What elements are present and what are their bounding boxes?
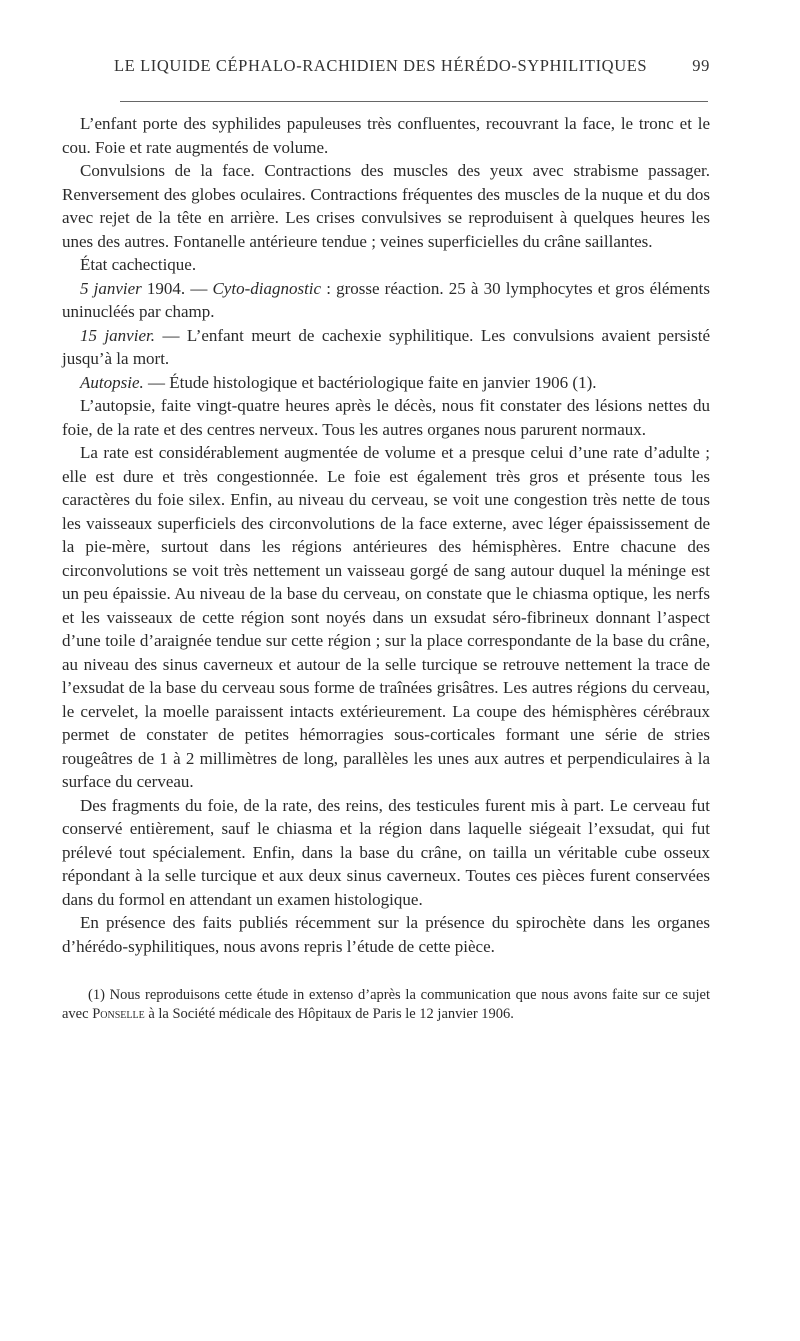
footnote-text: (1) Nous reproduisons cette étude in extenso d’après la communication que nous avons faite sur ce sujet avec xyxy=(62,987,710,1022)
paragraph: Des fragments du foie, de la rate, des reins, des testicules furent mis à part. Le cerveau fut conservé entièrement, sauf le chiasma et la région dans laquelle siégeait l’exsudat, qui fut prélevé tout spécialement. Enfin, dans la base du crâne, on tailla un véritable cube osseux répondant à la selle turcique et aux deux sinus caverneux. Toutes ces pièces furent conservées dans du formol en attendant un examen histologique. xyxy=(62,795,710,909)
book-page xyxy=(62,56,710,1023)
body-text xyxy=(62,112,710,958)
date: 5 janvier xyxy=(80,278,142,298)
running-title: LE LIQUIDE CÉPHALO-RACHIDIEN DES HÉRÉDO-SYPHILITIQUES xyxy=(114,56,648,75)
year-text: 1904. — xyxy=(141,278,213,298)
paragraph: Convulsions de la face. Contractions des muscles des yeux avec strabisme passager. Renversement des globes oculaires. Contractions fréquentes des muscles de la nuque et du dos avec rejet de la tête en arrière. Les crises convulsives se reproduisent à quelques heures les unes des autres. Fontanelle antérieure tendue ; veines superficielles du crâne saillantes. xyxy=(62,161,710,251)
paragraph xyxy=(62,324,710,371)
page-number: 99 xyxy=(692,56,710,75)
author-name: Ponselle xyxy=(92,1005,145,1022)
label: Autopsie. xyxy=(80,372,144,392)
text: : grosse réaction. 25 à 30 lymphocytes et gros éléments uninucléés par champ. xyxy=(62,278,711,321)
paragraph xyxy=(62,277,710,324)
paragraph: État cachectique. xyxy=(80,255,197,274)
footnote xyxy=(62,986,710,1023)
date: 15 janvier. xyxy=(80,325,155,345)
paragraph xyxy=(62,371,710,395)
paragraph: La rate est considérablement augmentée de volume et a presque celui d’une rate d’adulte ; elle est dure et très congestionnée. Le foie est également très gros et présente tous les caractères du foie silex. Enfin, au niveau du cerveau, se voit une congestion très nette de tous les vaisseaux superficiels des circonvolutions de la face externe, avec léger épaississement de la pie-mère, surtout dans les régions antérieures des hémisphères. Entre chacune des circonvolutions se voit très nettement un vaisseau gorgé de sang autour duquel la méninge est un peu épaissie. Au niveau de la base du cerveau, on constate que le chiasma optique, les nerfs et les vaisseaux de cette région sont noyés dans un exsudat séro-fibrineux donnant l’aspect d’une toile d’araignée tendue sur cette région ; sur la place correspondante de la base du crâne, au niveau des sinus caverneux et autour de la selle turcique se retrouve nettement la trace de l’exsudat de la base du cerveau sous forme de traînées grisâtres. Les autres régions du cerveau, le cervelet, la moelle paraissent intacts extérieurement. La coupe des hémisphères cérébraux permet de constater de petites hémorragies sous-corticales formant une série de stries rougeâtres de 1 à 2 millimètres de long, parallèles les unes aux autres et perpendiculaires à la surface du cerveau. xyxy=(62,443,710,791)
footnote-text: à la Société médicale des Hôpitaux de Paris le 12 janvier 1906. xyxy=(144,1005,514,1022)
header-rule xyxy=(120,101,708,102)
paragraph: L’enfant porte des syphilides papuleuses très confluentes, recouvrant la face, le tronc et le cou. Foie et rate augmentés de volume. xyxy=(62,114,710,157)
paragraph: L’autopsie, faite vingt-quatre heures après le décès, nous fit constater des lésions nettes du foie, de la rate et des centres nerveux. Tous les autres organes nous parurent normaux. xyxy=(62,396,710,439)
paragraph: En présence des faits publiés récemment sur la présence du spirochète dans les organes d’hérédo-syphilitiques, nous avons repris l’étude de cette pièce. xyxy=(62,913,710,956)
text: — L’enfant meurt de cachexie syphilitique. Les convulsions avaient persisté jusqu’à la mort. xyxy=(62,325,710,368)
text: — Étude histologique et bactériologique faite en janvier 1906 (1). xyxy=(143,372,597,392)
label: Cyto-diagnostic xyxy=(212,278,322,298)
running-head xyxy=(62,56,710,90)
